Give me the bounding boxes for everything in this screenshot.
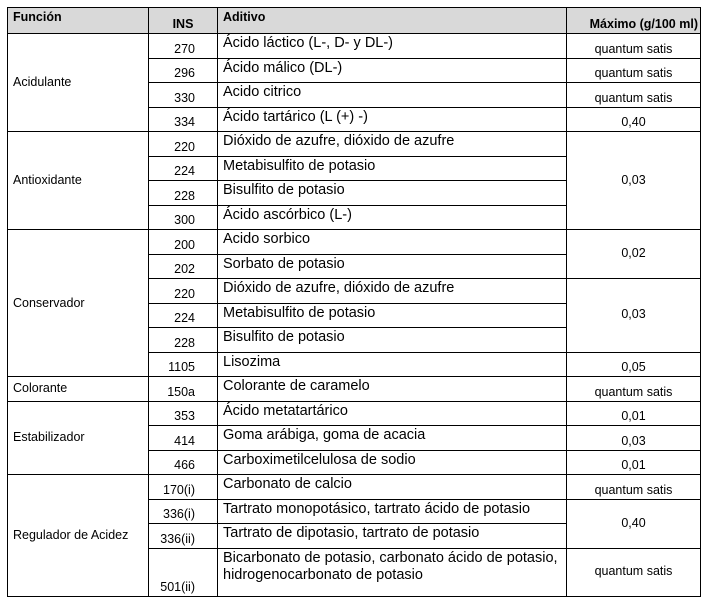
funcion-cell: Conservador xyxy=(8,230,149,377)
aditivo-cell: Bisulfito de potasio xyxy=(218,181,567,206)
maximo-cell: 0,05 xyxy=(567,352,701,377)
table-body xyxy=(8,34,701,597)
ins-cell: 224 xyxy=(149,156,218,181)
maximo-cell: 0,01 xyxy=(567,401,701,426)
ins-cell: 202 xyxy=(149,254,218,279)
aditivo-cell: Sorbato de potasio xyxy=(218,254,567,279)
maximo-cell: 0,03 xyxy=(567,426,701,451)
ins-cell: 353 xyxy=(149,401,218,426)
aditivo-cell: Tartrato de dipotasio, tartrato de potasio xyxy=(218,524,567,549)
maximo-cell: 0,40 xyxy=(567,107,701,132)
ins-cell: 228 xyxy=(149,328,218,353)
header-row xyxy=(8,8,701,34)
ins-cell: 414 xyxy=(149,426,218,451)
maximo-cell: quantum satis xyxy=(567,34,701,59)
aditivo-cell: Ácido tartárico (L (+) -) xyxy=(218,107,567,132)
ins-cell: 224 xyxy=(149,303,218,328)
maximo-cell: quantum satis xyxy=(567,83,701,108)
header-aditivo: Aditivo xyxy=(218,8,567,34)
maximo-cell: 0,01 xyxy=(567,450,701,475)
ins-cell: 1105 xyxy=(149,352,218,377)
table-row xyxy=(8,475,701,500)
ins-cell: 334 xyxy=(149,107,218,132)
funcion-cell: Regulador de Acidez xyxy=(8,475,149,597)
aditivo-cell: Carbonato de calcio xyxy=(218,475,567,500)
ins-cell: 150a xyxy=(149,377,218,402)
ins-cell: 220 xyxy=(149,279,218,304)
table-row xyxy=(8,34,701,59)
ins-cell: 270 xyxy=(149,34,218,59)
ins-cell: 330 xyxy=(149,83,218,108)
aditivo-cell: Goma arábiga, goma de acacia xyxy=(218,426,567,451)
maximo-cell: quantum satis xyxy=(567,548,701,596)
aditivo-cell: Metabisulfito de potasio xyxy=(218,303,567,328)
ins-cell: 501(ii) xyxy=(149,548,218,596)
aditivo-cell: Metabisulfito de potasio xyxy=(218,156,567,181)
funcion-cell: Acidulante xyxy=(8,34,149,132)
ins-cell: 220 xyxy=(149,132,218,157)
table-row xyxy=(8,230,701,255)
table-row xyxy=(8,132,701,157)
aditivo-cell: Ácido metatartárico xyxy=(218,401,567,426)
ins-cell: 466 xyxy=(149,450,218,475)
aditivo-cell: Dióxido de azufre, dióxido de azufre xyxy=(218,132,567,157)
aditivo-cell: Ácido láctico (L-, D- y DL-) xyxy=(218,34,567,59)
maximo-cell: quantum satis xyxy=(567,475,701,500)
maximo-cell: quantum satis xyxy=(567,377,701,402)
header-ins: INS xyxy=(149,8,218,34)
aditivo-cell: Lisozima xyxy=(218,352,567,377)
maximo-cell: 0,03 xyxy=(567,132,701,230)
funcion-cell: Colorante xyxy=(8,377,149,402)
maximo-cell: 0,03 xyxy=(567,279,701,353)
ins-cell: 300 xyxy=(149,205,218,230)
header-funcion: Función xyxy=(8,8,149,34)
maximo-cell: 0,02 xyxy=(567,230,701,279)
header-maximo: Máximo (g/100 ml) xyxy=(567,8,701,34)
ins-cell: 296 xyxy=(149,58,218,83)
ins-cell: 200 xyxy=(149,230,218,255)
aditivo-cell: Ácido málico (DL-) xyxy=(218,58,567,83)
maximo-cell: quantum satis xyxy=(567,58,701,83)
aditivo-cell: Colorante de caramelo xyxy=(218,377,567,402)
ins-cell: 336(i) xyxy=(149,499,218,524)
table-row xyxy=(8,377,701,402)
ins-cell: 228 xyxy=(149,181,218,206)
funcion-cell: Antioxidante xyxy=(8,132,149,230)
aditivo-cell: Dióxido de azufre, dióxido de azufre xyxy=(218,279,567,304)
additives-table xyxy=(7,7,701,597)
aditivo-cell: Acido sorbico xyxy=(218,230,567,255)
ins-cell: 170(i) xyxy=(149,475,218,500)
maximo-cell: 0,40 xyxy=(567,499,701,548)
table-row xyxy=(8,401,701,426)
aditivo-cell: Bisulfito de potasio xyxy=(218,328,567,353)
ins-cell: 336(ii) xyxy=(149,524,218,549)
aditivo-cell: Carboximetilcelulosa de sodio xyxy=(218,450,567,475)
aditivo-cell: Acido citrico xyxy=(218,83,567,108)
aditivo-cell: Bicarbonato de potasio, carbonato ácido de potasio, hidrogenocarbonato de potasio xyxy=(218,548,567,596)
aditivo-cell: Tartrato monopotásico, tartrato ácido de potasio xyxy=(218,499,567,524)
aditivo-cell: Ácido ascórbico (L-) xyxy=(218,205,567,230)
funcion-cell: Estabilizador xyxy=(8,401,149,475)
